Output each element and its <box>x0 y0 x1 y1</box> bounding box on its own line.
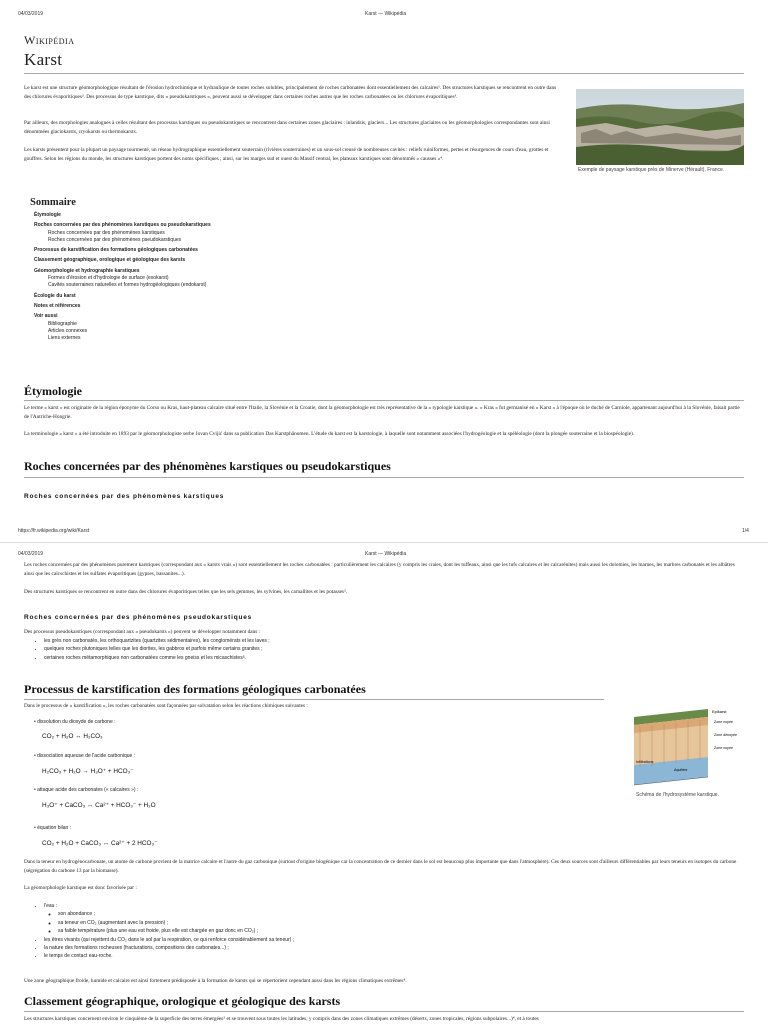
reaction-label: • attaque acide des carbonates (« calcaires ») : <box>34 787 139 793</box>
etymology-paragraph-1: Le terme « karst » est originaire de la région éponyme du Corso ou Kras, haut-plateau calcaire situé entre l'Italie, la Slovénie et la Croatie, dont la géomorphologie est très représentative de la « typologie karstique ». « Kras » fut germanisé en « Karst » à l'époque où le duché de Carniole, appartenant aujourd'hui à la Slovénie, faisait partie de l'Autriche-Hongrie. <box>24 405 740 420</box>
intro-paragraph-1: Le karst est une structure géomorphologique résultant de l'érosion hydrochimique et hydraulique de toutes roches solubles, principalement de roches carbonatées dont essentiellement des calcaires¹. Des structures karstiques se rencontrent en outre dans des chlorures évaporitiques². Des processus de type karstique, dits « pseudokarstiques », peuvent aussi se développer dans certaines roches autres que les roches carbonatées ou les chlorures évaporitiques³. <box>24 85 557 100</box>
processus-paragraph-2: Dans la teneur en hydrogénocarbonate, un atome de carbone provient de la matrice calcaire et l'autre du gaz carbonique (surtout d'origine biogénique car la concentration de ce dernier dans le sol est beaucoup plus importante que dans l'atmosphère). Ces deux sources sont d'ailleurs différentiables par leurs teneurs en isotopes du carbone (ségrégation du carbone 13 par la biomasse). <box>24 859 737 874</box>
wikipedia-logo[interactable]: Wikipédia <box>24 33 75 47</box>
toc-item[interactable]: Cavités souterraines naturelles et formes hydrogéologiques (endokarst) <box>48 282 207 289</box>
toc-item[interactable]: Notes et références <box>34 302 81 309</box>
etymology-paragraph-2: La terminologie « karst » a été introduite en 1893 par le géomorphologiste serbe Jovan Cvijić dans sa publication Das Karstphänomen. L'étude du karst est la karstologie, à laquelle sont notamment associées l'hydrogéologie et la spéléologie (dont la plongée souterraine et la biospéologie). <box>24 431 635 437</box>
reaction-label: • dissolution du dioxyde de carbone : <box>34 719 116 725</box>
factors-list <box>24 902 644 961</box>
toc-item[interactable]: Géomorphologie et hydrographie karstiques <box>34 267 140 274</box>
processus-paragraph-3: La géomorphologie karstique est donc favorisée par : <box>24 885 137 891</box>
print-doc-title: Karst — Wikipédia <box>365 551 407 557</box>
toc-item[interactable]: Écologie du karst <box>34 292 76 299</box>
section-rule <box>24 400 744 401</box>
roches-karstiques-paragraph-1: Les roches concernées par des phénomènes purement karstiques (correspondant aux « karsts vrais ») sont essentiellement les roches carbonatées : particulièrement les calcaires (y compris les craies, dont les tuffeaux, ainsi que les tufs calcaires et les calcarénites) mais aussi les dolomies, les marnes, les marbres carbonatés et les albâtres ainsi que les calcschistes et les sulfates évaporitiques (gypses, bassanites...). <box>24 562 735 577</box>
photo-caption: Exemple de paysage karstique près de Minerve (Hérault), France. <box>578 167 725 173</box>
footer-url[interactable]: https://fr.wikipedia.org/wiki/Karst <box>18 528 90 534</box>
diagram-label: Infiltrations <box>636 760 654 764</box>
toc-item[interactable]: Formes d'érosion et d'hydrologie de surface (exokarst) <box>48 275 169 282</box>
reaction-equation: H₃O⁺ + CaCO₃ ↔ Ca²⁺ + HCO₃⁻ + H₂O <box>42 802 156 809</box>
diagram-label: Epikarst <box>712 709 727 714</box>
processus-heading: Processus de karstification des formations géologiques carbonatées <box>24 682 366 696</box>
diagram-caption: Schéma de l'hydrosystème karstique. <box>636 792 719 798</box>
reaction-label: • équation bilan : <box>34 825 72 831</box>
reaction-label: • dissociation aqueuse de l'acide carbonique : <box>34 753 136 759</box>
footer-page-number: 1/4 <box>742 528 749 534</box>
toc-item[interactable]: Articles connexes <box>48 327 88 334</box>
sub-list-item: ◦ son abondance ; <box>58 910 644 918</box>
table-of-contents <box>24 197 264 342</box>
hydrosystem-diagram[interactable] <box>630 705 742 787</box>
list-item: • les êtres vivants (qui rejettent du CO₂ dans le sol par la respiration, ce qui renforce considérablement sa teneur) ; <box>44 936 644 944</box>
karst-landscape-photo[interactable] <box>576 89 744 165</box>
section-rule <box>24 699 604 700</box>
diagram-label: Zone noyée <box>714 746 733 750</box>
list-item: • les grès non carbonatés, les orthoquartzites (quartzites sédimentaires), les conglomérats et les laves ; <box>44 637 644 645</box>
roches-heading: Roches concernées par des phénomènes karstiques ou pseudokarstiques <box>24 459 391 473</box>
print-doc-title: Karst — Wikipédia <box>365 11 407 17</box>
pseudokarstiques-subheading: Roches concernées par des phénomènes pseudokarstiques <box>24 614 253 621</box>
print-date: 04/03/2019 <box>18 11 44 17</box>
list-item: • l'eau : ◦ son abondance ; ◦ sa teneur en CO₂ (augmentant avec la pression) ; ◦ sa faible température (plus une eau est froide, plus elle est chargée en gaz donc en CO₂) ; <box>44 902 644 936</box>
sub-list-item: ◦ sa teneur en CO₂ (augmentant avec la pression) ; <box>58 919 644 927</box>
pseudokarstiques-list <box>24 637 644 662</box>
diagram-label: Zone dénoyée <box>714 733 737 737</box>
intro-paragraph-3: Les karsts présentent pour la plupart un paysage tourmenté, un réseau hydrographique essentiellement souterrain (rivières souterraines) et un sous-sol creusé de nombreuses cavités : reliefs ruiniformes, pertes et résurgences de cours d'eau, grottes et gouffres. Selon les régions du monde, les structures karstiques portent des noms spécifiques ; ainsi, sur les marges sud et ouest du Massif central, les plateaux karstiques sont dénommés « causses »⁴. <box>24 147 549 162</box>
toc-item[interactable]: Classement géographique, orologique et géologique des karsts <box>34 257 186 264</box>
list-item: • quelques roches plutoniques telles que les diorites, les gabbros et parfois même certains granites ; <box>44 645 644 653</box>
section-rule <box>24 477 744 478</box>
page-separator <box>0 542 768 543</box>
reaction-equation: CO₂ + H₂O + CaCO₃ ↔ Ca²⁺ + 2 HCO₃⁻ <box>42 840 158 847</box>
processus-paragraph-4: Une zone géographique froide, humide et calcaire est ainsi fortement prédisposée à la formation de karsts qui se répertorient cependant aussi dans les régions climatiques extrêmes⁴. <box>24 978 407 984</box>
roches-karstiques-subheading: Roches concernées par des phénomènes karstiques <box>24 493 225 500</box>
diagram-label: Aquifère <box>674 768 688 772</box>
toc-item[interactable]: Voir aussi <box>34 313 58 320</box>
list-item: • certaines roches métamorphiques non carbonatées comme les gneiss et les micaschistes³. <box>44 654 644 662</box>
section-rule <box>24 1011 744 1012</box>
toc-title: Sommaire <box>30 197 76 208</box>
classement-heading: Classement géographique, orologique et géologique des karsts <box>24 994 341 1008</box>
toc-item[interactable]: Roches concernées par des phénomènes pseudokarstiques <box>48 236 182 243</box>
sub-list-item: ◦ sa faible température (plus une eau est froide, plus elle est chargée en gaz donc en CO₂) ; <box>58 927 644 935</box>
toc-item[interactable]: Roches concernées par des phénomènes karstiques <box>48 229 165 236</box>
toc-item[interactable]: Roches concernées par des phénomènes karstiques ou pseudokarstiques <box>34 222 211 229</box>
processus-intro: Dans le processus de « karstification », les roches carbonatées sont façonnées par solvatation selon les réactions chimiques suivantes : <box>24 703 308 709</box>
reaction-equation: H₂CO₃ + H₂O → H₃O⁺ + HCO₃⁻ <box>42 768 134 775</box>
title-rule <box>24 73 744 74</box>
etymology-heading: Étymologie <box>24 384 82 398</box>
page-title: Karst <box>24 50 63 69</box>
list-item: • le temps de contact eau-roche. <box>44 952 644 960</box>
toc-item[interactable]: Étymologie <box>34 212 61 218</box>
list-item: • la nature des formations rocheuses (fracturations, compositions des carbonates...) ; <box>44 944 644 952</box>
print-date: 04/03/2019 <box>18 551 44 557</box>
classement-paragraph-1: Les structures karstiques concernent environ le cinquième de la superficie des terres émergées⁵ et se trouvent sous toutes les latitudes, y compris dans des zones climatiques extrêmes (déserts, zones tropicales, régions subpolaires...)⁴, et à toutes <box>24 1016 539 1022</box>
pseudokarstiques-intro: Des processus pseudokarstiques (correspondant aux « pseudokarsts ») peuvent se développer notamment dans : <box>24 629 261 635</box>
reaction-equation: CO₂ + H₂O ↔ H₂CO₃ <box>42 733 103 740</box>
intro-paragraph-2: Par ailleurs, des morphologies analogues à celles résultant des processus karstiques ou pseudokarstiques se rencontrent dans certaines zones glaciaires : inlandsis, glaciers... Les structures glaciaires ou les géomorphologies correspondantes sont ainsi dénommées glaciokarsts, cryokarsts ou thermokarsts. <box>24 120 550 135</box>
diagram-label: Zone noyée <box>714 720 733 724</box>
toc-item[interactable]: Bibliographie <box>48 320 77 327</box>
roches-karstiques-paragraph-2: Des structures karstiques se rencontrent en outre dans des chlorures évaporitiques telles que les sels gemmes, les sylvines, les carnallites et les potasses². <box>24 589 347 595</box>
toc-item[interactable]: Processus de karstification des formations géologiques carbonatées <box>34 247 198 254</box>
toc-item[interactable]: Liens externes <box>48 335 81 342</box>
